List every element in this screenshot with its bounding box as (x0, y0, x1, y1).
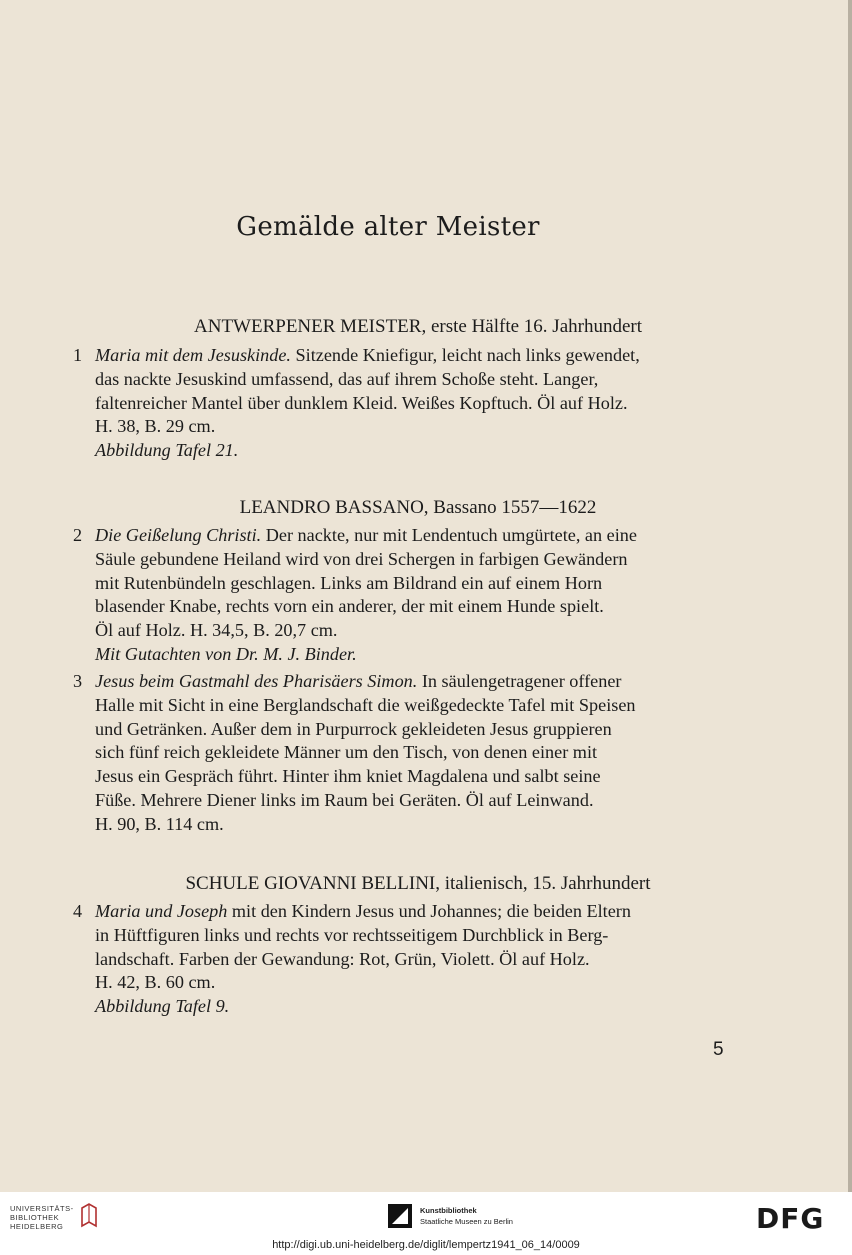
entry-text-line: H. 38, B. 29 cm. (95, 416, 216, 437)
page-title: Gemälde alter Meister (236, 212, 540, 242)
entry-note: Mit Gutachten von Dr. M. J. Binder. (95, 643, 357, 664)
logo-text-line: Staatliche Museen zu Berlin (420, 1217, 513, 1226)
page-number: 5 (713, 1039, 724, 1060)
entry-text-line: H. 42, B. 60 cm. (95, 972, 216, 993)
entry-number: 1 (73, 345, 83, 365)
entry-text-line: Füße. Mehrere Diener links im Raum bei Geräten. Öl auf Leinwand. (95, 789, 594, 810)
entry-text-line: Säule gebundene Heiland wird von drei Schergen in farbigen Gewändern (95, 548, 628, 569)
source-url[interactable]: http://digi.ub.uni-heidelberg.de/diglit/lempertz1941_06_14/0009 (272, 1239, 580, 1251)
entry-text-line: Jesus ein Gespräch führt. Hinter ihm kniet Magdalena und salbt seine (95, 766, 601, 787)
entry-text-line: blasender Knabe, rechts vorn ein anderer, der mit einem Hunde spielt. (95, 596, 604, 617)
page-edge (848, 0, 852, 1192)
entry-number: 3 (73, 671, 83, 691)
entry-text-line: Halle mit Sicht in eine Berglandschaft die weißgedeckte Tafel mit Speisen (95, 694, 636, 715)
logo-text-line: UNIVERSITÄTS- (10, 1204, 74, 1213)
dfg-logo[interactable]: DFG (756, 1202, 825, 1235)
entry-text-line: und Getränken. Außer dem in Purpurrock gekleideten Jesus gruppieren (95, 718, 612, 739)
entry-number: 4 (73, 901, 83, 921)
entry-number: 2 (73, 525, 83, 545)
section-heading-bassano: LEANDRO BASSANO, Bassano 1557—1622 (239, 497, 597, 518)
kunstbibliothek-logo[interactable] (420, 1205, 513, 1227)
university-seal-icon (80, 1202, 98, 1228)
logo-text-line: BIBLIOTHEK (10, 1213, 60, 1222)
logo-text-line: HEIDELBERG (10, 1222, 64, 1231)
entry-text-line: mit den Kindern Jesus und Johannes; die beiden Eltern (227, 901, 631, 921)
entry-title: Maria mit dem Jesuskinde. (95, 345, 291, 365)
footer-bar (0, 1192, 852, 1238)
entry-text-line: In säulengetragener offener (417, 671, 622, 691)
catalog-entry-4 (73, 900, 723, 1019)
entry-text-line: in Hüftfiguren links und rechts vor rechtsseitigem Durchblick in Berg- (95, 924, 609, 945)
entry-text-line: das nackte Jesuskind umfassend, das auf ihrem Schoße steht. Langer, (95, 368, 599, 389)
entry-title: Jesus beim Gastmahl des Pharisäers Simon. (95, 671, 418, 691)
entry-text-line: mit Rutenbündeln geschlagen. Links am Bildrand ein auf einem Horn (95, 572, 603, 593)
entry-text-line: landschaft. Farben der Gewandung: Rot, Grün, Violett. Öl auf Holz. (95, 948, 590, 969)
entry-text-line: Sitzende Kniefigur, leicht nach links gewendet, (290, 345, 640, 365)
section-heading-antwerpener: ANTWERPENER MEISTER, erste Hälfte 16. Jahrhundert (194, 316, 642, 337)
entry-text-line: H. 90, B. 114 cm. (95, 813, 224, 834)
entry-text-line: Öl auf Holz. H. 34,5, B. 20,7 cm. (95, 620, 338, 641)
catalog-entry-2 (73, 524, 723, 667)
catalog-entry-1 (73, 344, 723, 463)
entry-title: Die Geißelung Christi. (95, 525, 262, 545)
entry-text-line: faltenreicher Mantel über dunklem Kleid. Weißes Kopftuch. Öl auf Holz. (95, 392, 628, 413)
entry-note: Abbildung Tafel 21. (95, 440, 239, 461)
kunstbibliothek-logo-icon (388, 1204, 412, 1228)
entry-note: Abbildung Tafel 9. (95, 996, 230, 1017)
entry-text-line: sich fünf reich gekleidete Männer um den Tisch, von denen einer mit (95, 742, 598, 763)
logo-text-line: Kunstbibliothek (420, 1206, 477, 1215)
entry-title: Maria und Joseph (95, 901, 228, 921)
catalog-entry-3 (73, 670, 723, 837)
section-heading-bellini: SCHULE GIOVANNI BELLINI, italienisch, 15. Jahrhundert (185, 873, 651, 894)
entry-text-line: Der nackte, nur mit Lendentuch umgürtete, an eine (261, 525, 637, 545)
university-library-logo[interactable] (10, 1204, 74, 1231)
